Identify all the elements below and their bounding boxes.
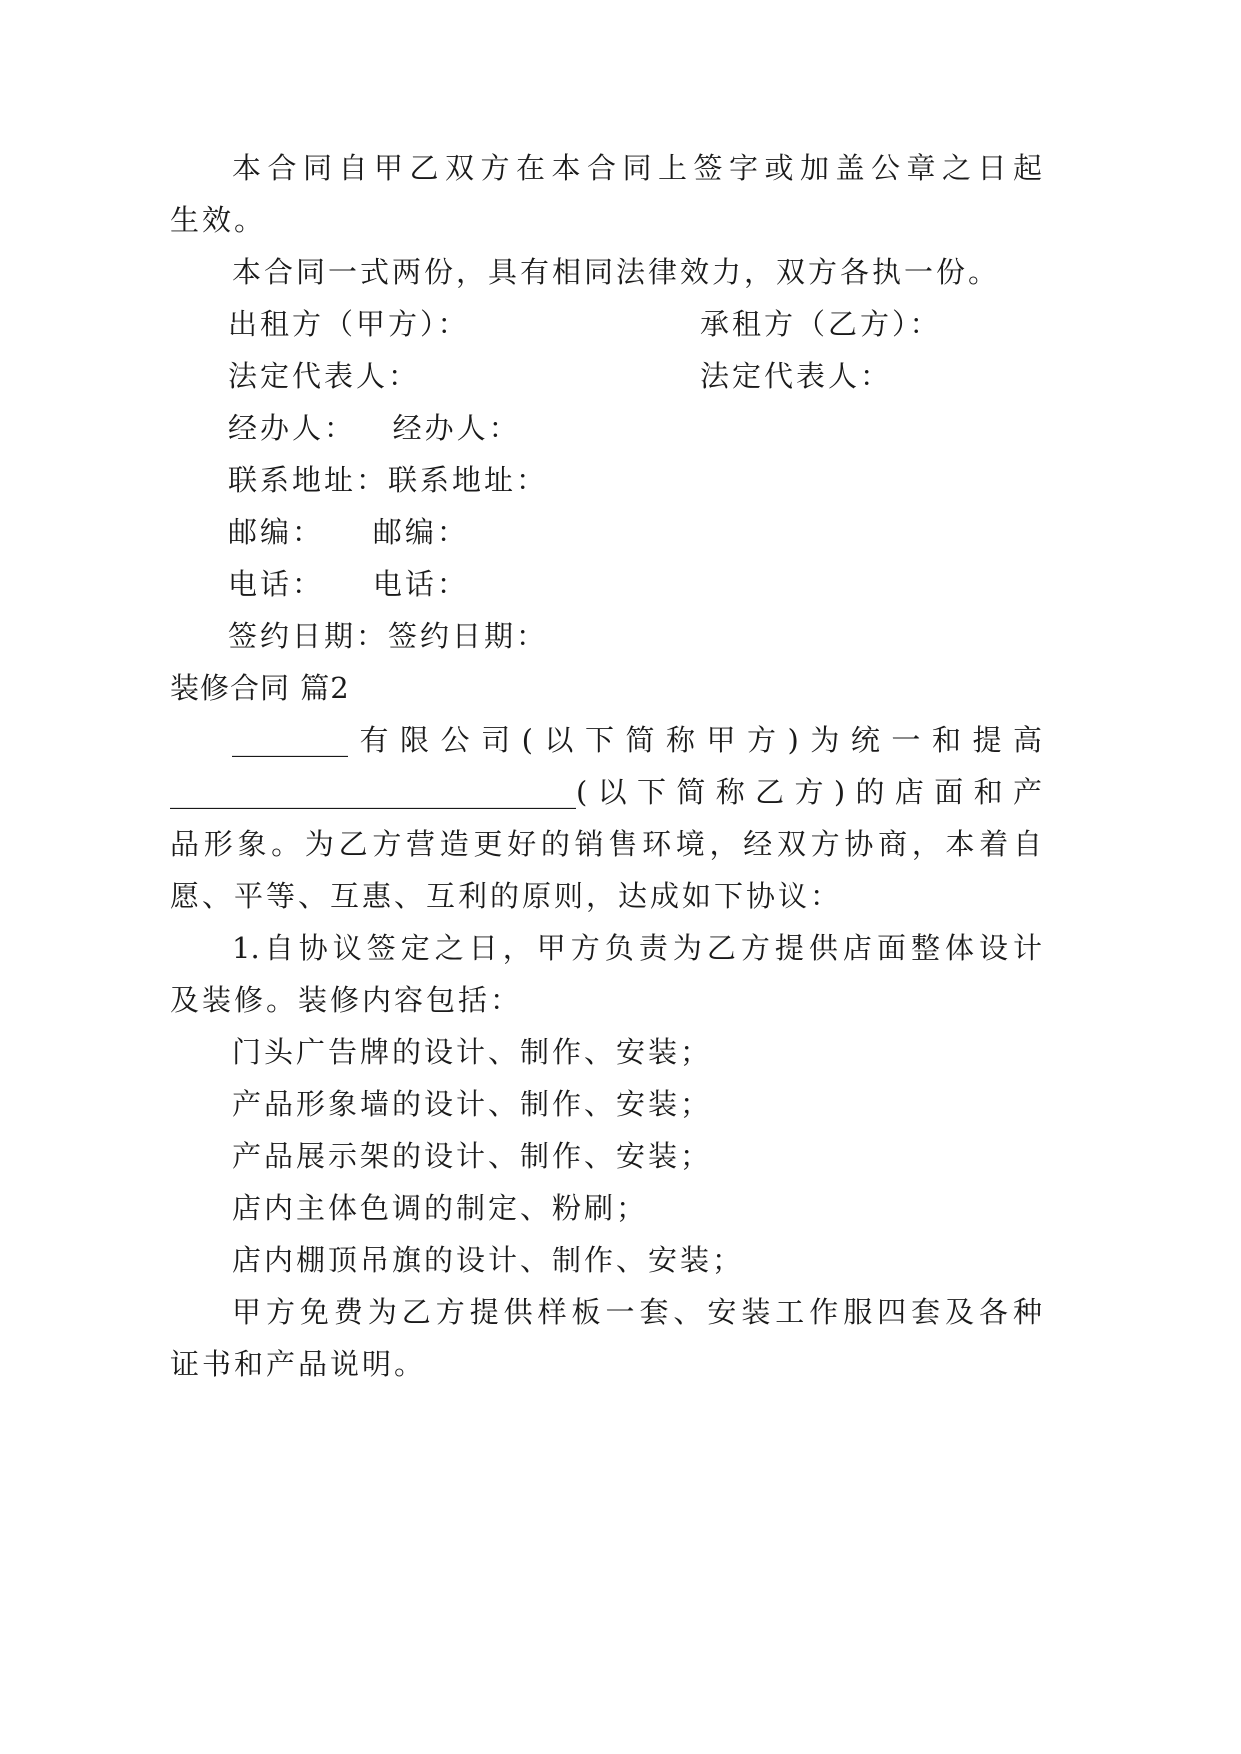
free-supply-line-1: 甲方免费为乙方提供样板一套、安装工作服四套及各种	[232, 1295, 1042, 1329]
handler-labels: 经办人： 经办人：	[228, 411, 521, 445]
scope-item: 店内棚顶吊旗的设计、制作、安装；	[232, 1243, 745, 1277]
free-supply-line-2: 证书和产品说明。	[170, 1347, 427, 1381]
company-blank: ________	[232, 723, 348, 757]
intro-line-1-text: 有限公司(以下简称甲方)为统一和提高	[348, 723, 1042, 757]
item-1-line-1: 1.自协议签定之日，甲方负责为乙方提供店面整体设计	[232, 931, 1042, 965]
intro-line-4: 愿、平等、互惠、互利的原则，达成如下协议：	[170, 879, 843, 913]
intro-line-2	[170, 772, 1042, 812]
copies-clause: 本合同一式两份，具有相同法律效力，双方各执一份。	[232, 255, 1001, 289]
scope-item: 店内主体色调的制定、粉刷；	[232, 1191, 649, 1225]
intro-line-2-text: (以下简称乙方)的店面和产	[576, 775, 1042, 809]
lessor-label: 出租方（甲方）：	[228, 307, 470, 341]
postcode-labels: 邮编： 邮编：	[228, 515, 469, 549]
effective-clause-line-1: 本合同自甲乙双方在本合同上签字或加盖公章之日起	[232, 151, 1042, 185]
effective-clause-line-2: 生效。	[170, 203, 267, 237]
scope-item: 产品展示架的设计、制作、安装；	[232, 1139, 713, 1173]
item-1-line-2: 及装修。装修内容包括：	[170, 983, 523, 1017]
scope-item: 产品形象墙的设计、制作、安装；	[232, 1087, 713, 1121]
intro-line-1	[232, 720, 1042, 760]
intro-line-3: 品形象。为乙方营造更好的销售环境，经双方协商，本着自	[170, 827, 1042, 861]
scope-item: 门头广告牌的设计、制作、安装；	[232, 1035, 713, 1069]
legal-rep-right-label: 法定代表人：	[700, 359, 893, 393]
sign-date-labels: 签约日期：签约日期：	[228, 619, 549, 653]
party-b-blank: ____________________________	[170, 775, 576, 809]
lessee-label: 承租方（乙方）：	[700, 307, 942, 341]
legal-rep-left-label: 法定代表人：	[228, 359, 421, 393]
address-labels: 联系地址：联系地址：	[228, 463, 549, 497]
section-title: 装修合同 篇2	[170, 671, 350, 705]
phone-labels: 电话： 电话：	[228, 567, 469, 601]
